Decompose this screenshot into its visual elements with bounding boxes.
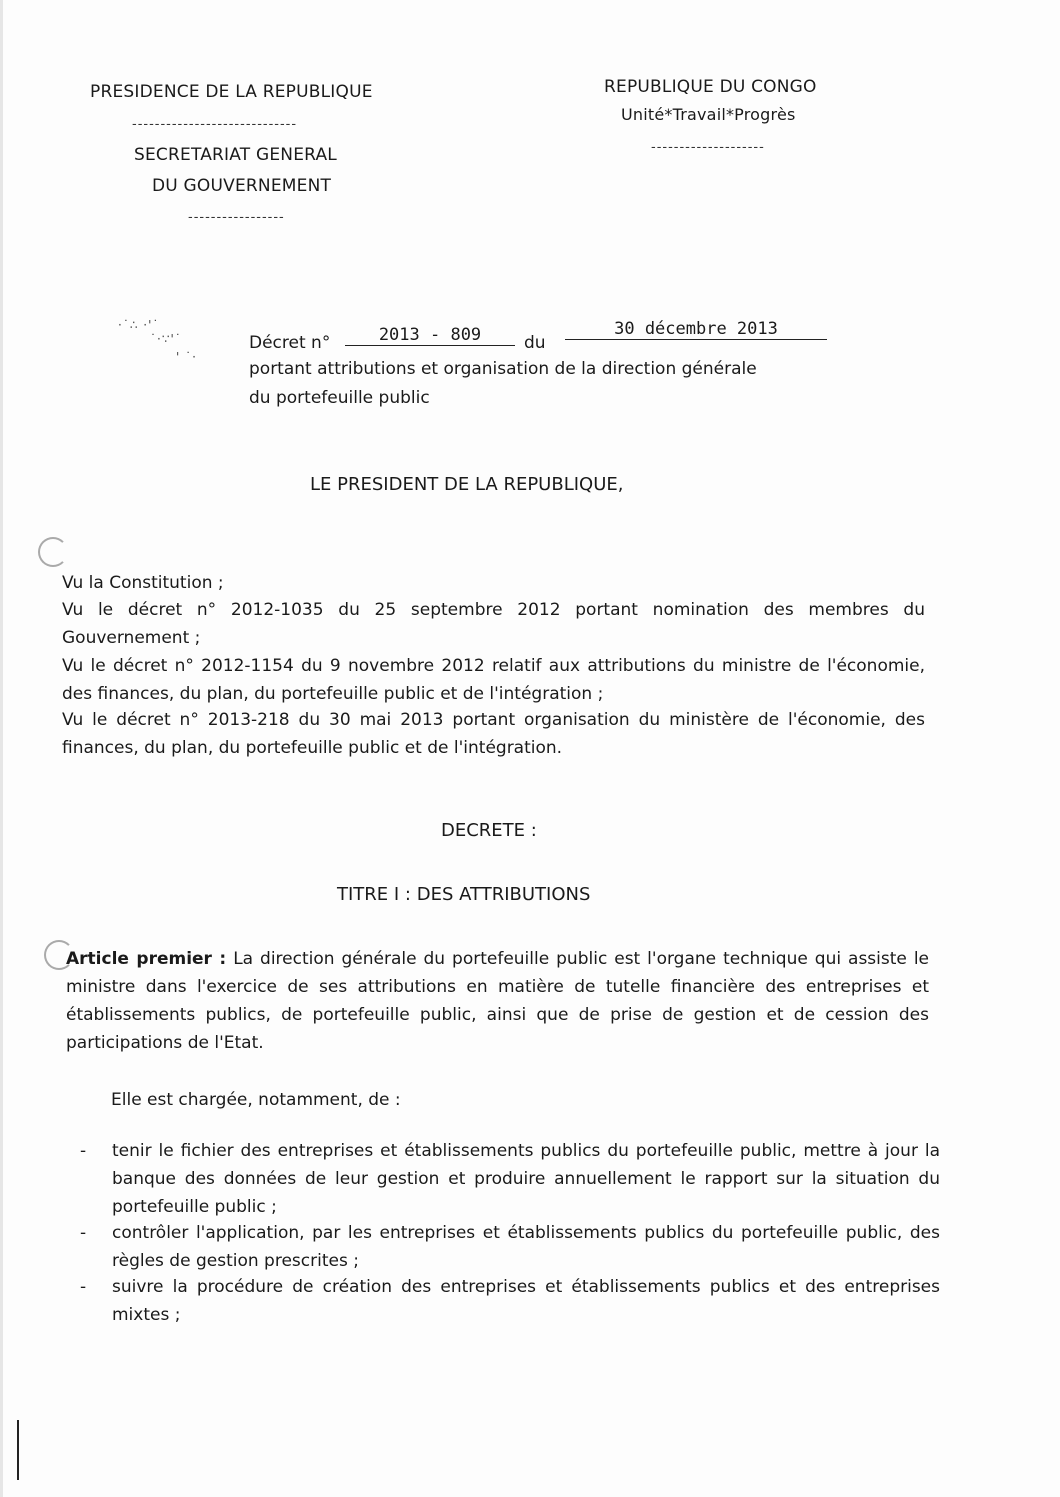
article-premier-text: La direction générale du portefeuille public est l'organe technique qui assiste le ministre dans l'exercice de ses attributions en matière de tutelle financière des entreprises et établissements publics, de portefeuille public, ainsi que de prise de gestion et de cession des participations de l'Etat.: [66, 949, 930, 1053]
margin-rule: [17, 1420, 19, 1480]
scan-edge: [0, 0, 3, 1497]
decree-number: 2013 - 809: [345, 325, 515, 346]
header-secretariat: SECRETARIAT GENERAL: [134, 145, 337, 165]
vu-decret-1: Vu le décret n° 2012-1035 du 25 septembre 2012 portant nomination des membres du Gouvernement ;: [62, 600, 925, 648]
chargee-intro: Elle est chargée, notamment, de :: [111, 1090, 401, 1110]
header-republique: REPUBLIQUE DU CONGO: [604, 77, 817, 97]
decrete-heading: DECRETE :: [441, 820, 537, 841]
article-premier-label: Article premier :: [66, 949, 227, 969]
list-item: [80, 1137, 940, 1221]
vu-decret-2: Vu le décret n° 2012-1154 du 9 novembre 2012 relatif aux attributions du ministre de l'économie, des finances, du plan, du portefeuille public et de l'intégration ;: [62, 656, 925, 704]
header-gouvernement: DU GOUVERNEMENT: [152, 176, 332, 196]
vu-constitution: Vu la Constitution ;: [62, 573, 224, 593]
list-item-text: contrôler l'application, par les entreprises et établissements publics du portefeuille public, des règles de gestion prescrites ;: [112, 1223, 940, 1271]
header-right-separator: --------------------: [651, 140, 765, 155]
bullet-dash: -: [80, 1277, 87, 1297]
president-heading: LE PRESIDENT DE LA REPUBLIQUE,: [310, 474, 624, 495]
header-left-separator: -----------------------------: [132, 117, 298, 132]
decree-subtitle-1: portant attributions et organisation de la direction générale: [249, 359, 757, 379]
list-item-text: suivre la procédure de création des entreprises et établissements publics et des entreprises mixtes ;: [112, 1277, 940, 1325]
decree-date: 30 décembre 2013: [565, 319, 827, 340]
list-item: [80, 1219, 940, 1275]
header-presidence: PRESIDENCE DE LA REPUBLIQUE: [90, 82, 373, 102]
vu-decret-3: Vu le décret n° 2013-218 du 30 mai 2013 portant organisation du ministère de l'économie, des finances, du plan, du portefeuille public et de l'intégration.: [62, 710, 925, 758]
header-left-separator-2: -----------------: [188, 210, 285, 225]
punch-hole-mark: [38, 537, 68, 567]
titre-heading: TITRE I : DES ATTRIBUTIONS: [337, 884, 591, 905]
stamp-mark: ˙·∵'˙: [150, 332, 182, 346]
header-devise: Unité*Travail*Progrès: [621, 105, 796, 124]
list-item: [80, 1273, 940, 1329]
bullet-dash: -: [80, 1141, 87, 1161]
decree-subtitle-2: du portefeuille public: [249, 388, 430, 408]
decree-du: du: [524, 333, 546, 353]
stamp-mark: ·˙∴ ·'˙: [118, 318, 160, 332]
list-item-text: tenir le fichier des entreprises et établissements publics du portefeuille public, mettre à jour la banque des données de leur gestion et produire annuellement le rapport sur la situation du portefeuille public ;: [112, 1141, 940, 1217]
bullet-dash: -: [80, 1223, 87, 1243]
decree-label: Décret n°: [249, 333, 331, 353]
stamp-mark: ' ˙·: [176, 350, 197, 364]
article-premier: [66, 945, 929, 1057]
